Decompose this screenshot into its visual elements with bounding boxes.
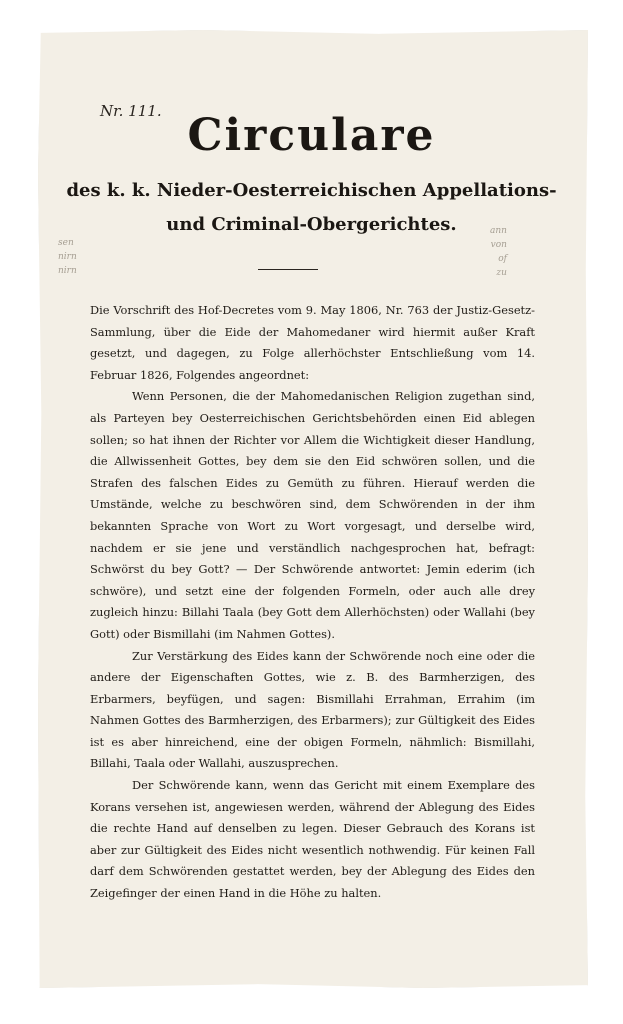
bleed-line: zu [496, 268, 507, 278]
paragraph-4: Der Schwörende kann, wenn das Gericht mit einem Exemplare des Korans versehen ist, angewiesen werden, während der Ablegung des Eides die rechte Hand auf denselben zu legen. Dieser Gebrauch des Korans ist aber zur Gültigkeit des Eides nicht wesentlich nothwendig. Für keinen Fall darf dem Schwörenden gestattet werden, bey der Ablegung des Eides den Zeigefinger der einen Hand in die Höhe zu halten. [90, 778, 535, 901]
document-title: Circulare [187, 110, 436, 161]
bleed-through-left [58, 236, 77, 278]
document-subtitle-line2: und Criminal-Obergerichtes. [166, 214, 457, 235]
divider-rule [258, 269, 318, 270]
document-body [90, 300, 535, 905]
bleed-line: nirn [58, 252, 77, 262]
bleed-line: nirn [58, 266, 77, 276]
bleed-line: sen [58, 238, 74, 248]
paragraph-2: Wenn Personen, die der Mahomedanischen Religion zugethan sind, als Parteyen bey Oesterreichischen Gerichtsbehörden einen Eid ablegen sollen; so hat ihnen der Richter vor Allem die Wichtigkeit dieser Handlung, die Allwissenheit Gottes, bey dem sie den Eid schwören sollen, und die Strafen des falschen Eides zu Gemüth zu führen. Hierauf werden die Umstände, welche zu beschwören sind, dem Schwörenden in der ihm bekannten Sprache von Wort zu Wort vorgesagt, und derselbe wird, nachdem er sie jene und verständlich nachgesprochen hat, befragt: Schwörst du bey Gott? — Der Schwörende antwortet: Jemin ederim (ich schwöre), und setzt eine der folgenden Formeln, oder auch alle drey zugleich hinzu: Billahi Taala (bey Gott dem Allerhöchsten) oder Wallahi (bey Gott) oder Bismillahi (im Nahmen Gottes). [90, 389, 535, 641]
bleed-line: of [498, 254, 507, 264]
bleed-line: von [490, 240, 507, 250]
bleed-line: ann [490, 226, 507, 236]
document-subtitle-line1: des k. k. Nieder-Oesterreichischen Appellations- [66, 180, 557, 201]
paragraph-1: Die Vorschrift des Hof-Decretes vom 9. May 1806, Nr. 763 der Justiz-Gesetz-Sammlung, über die Eide der Mahomedaner wird hiermit außer Kraft gesetzt, und dagegen, zu Folge allerhöchster Entschließung vom 14. Februar 1826, Folgendes angeordnet: [90, 303, 535, 382]
document-number: Nr. 111. [100, 102, 162, 120]
paragraph-3: Zur Verstärkung des Eides kann der Schwörende noch eine oder die andere der Eigenschaften Gottes, wie z. B. des Barmherzigen, des Erbarmers, beyfügen, und sagen: Bismillahi Errahman, Errahim (im Nahmen Gottes des Barmherzigen, des Erbarmers); zur Gültigkeit des Eides ist es aber hinreichend, eine der obigen Formeln, nähmlich: Bismillahi, Billahi, Taala oder Wallahi, auszusprechen. [90, 648, 535, 771]
